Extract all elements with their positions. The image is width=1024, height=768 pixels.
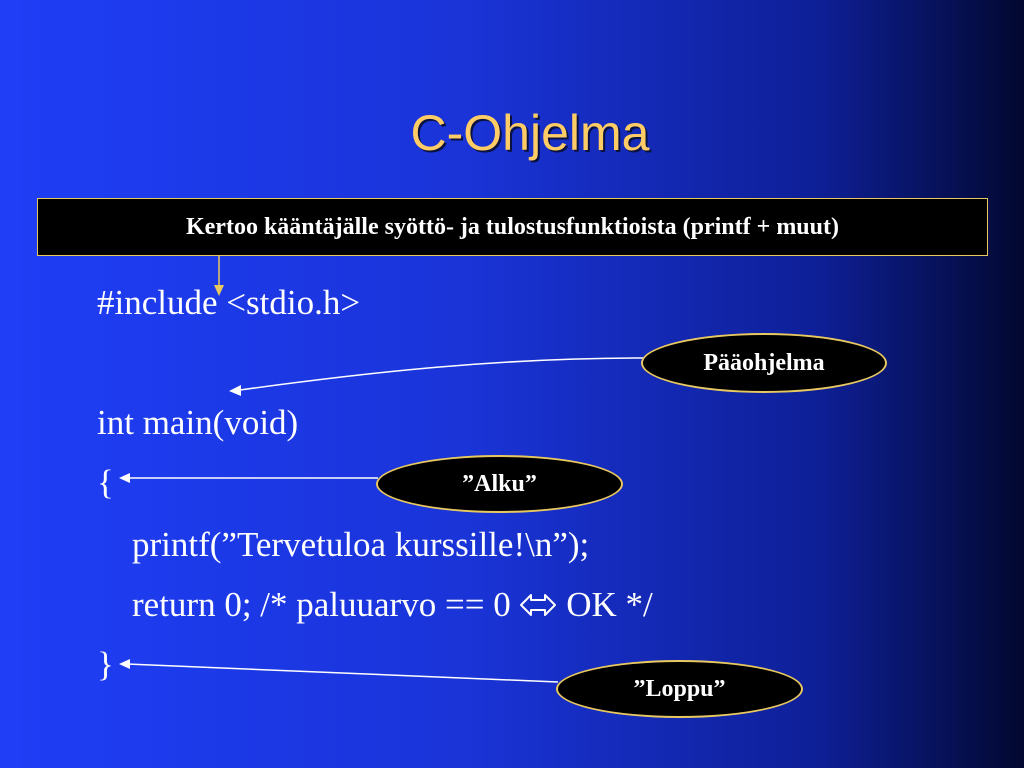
code-return-text: return 0; /* paluuarvo == 0	[132, 585, 520, 624]
main-program-label	[641, 333, 887, 393]
code-close-brace-line: }	[97, 645, 114, 684]
main-connector	[240, 358, 643, 390]
main-arrowhead	[229, 385, 241, 396]
code-include-line: #include <stdio.h>	[97, 283, 361, 322]
end-label-text: ”Loppu”	[633, 675, 726, 702]
include-callout-text: Kertoo kääntäjälle syöttö- ja tulostusfunktioista (printf + muut)	[185, 213, 839, 240]
code-return-comment-end: OK */	[557, 585, 653, 624]
code-main-line: int main(void)	[97, 403, 299, 442]
end-label	[556, 660, 803, 718]
main-program-label-text: Pääohjelma	[703, 349, 825, 376]
end-connector	[126, 664, 558, 682]
slide-title: C-Ohjelma	[410, 105, 650, 161]
start-label	[376, 455, 623, 513]
start-label-text: ”Alku”	[462, 470, 537, 497]
end-arrowhead	[119, 659, 130, 669]
start-arrowhead	[119, 473, 130, 483]
code-return-line	[132, 584, 653, 626]
double-headed-arrow-icon	[519, 592, 557, 618]
code-printf-line: printf(”Tervetuloa kurssille!\n”);	[132, 525, 590, 564]
code-open-brace-line: {	[97, 463, 114, 502]
